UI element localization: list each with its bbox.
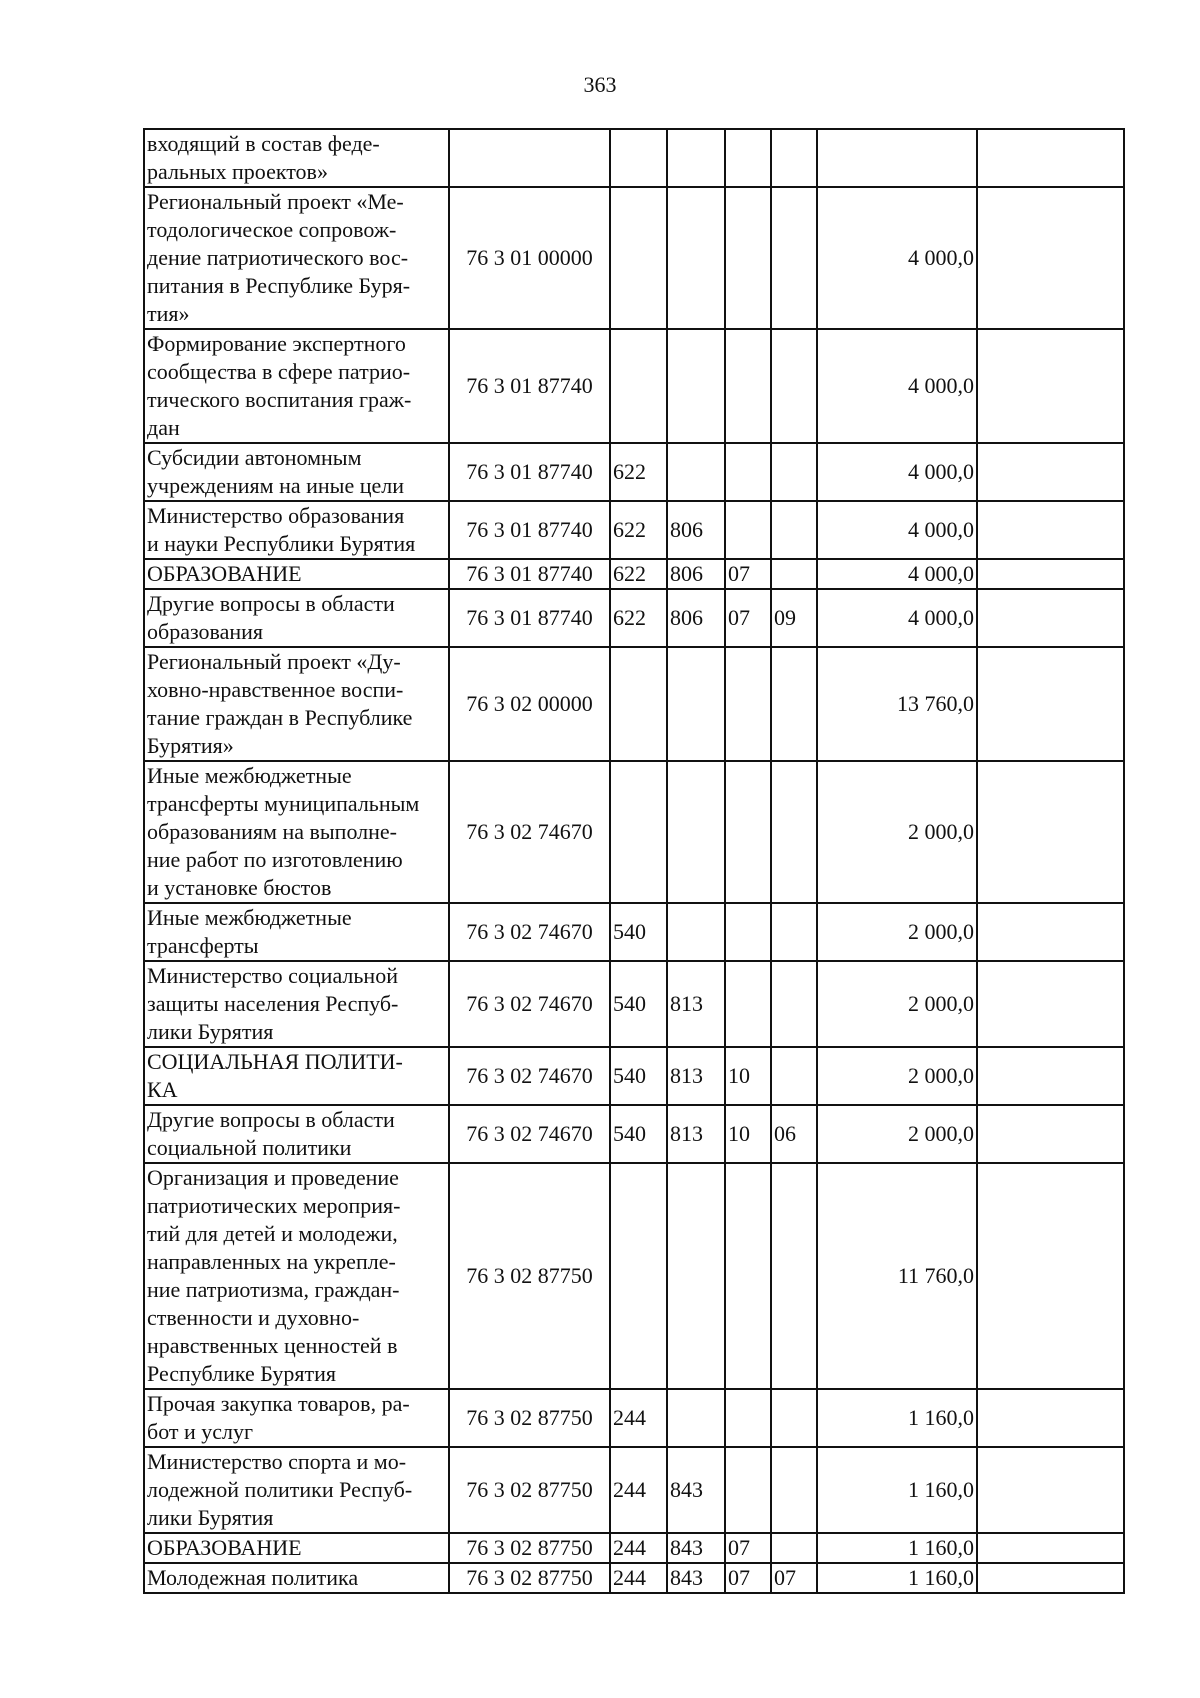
amount-cell: 1 160,0 xyxy=(817,1389,977,1447)
table-row xyxy=(144,903,1124,961)
amount-cell: 1 160,0 xyxy=(817,1447,977,1533)
extra-cell xyxy=(977,589,1124,647)
extra-cell xyxy=(977,1163,1124,1389)
row-name-cell: Министерство социальной защиты населения Респуб- лики Бурятия xyxy=(144,961,449,1047)
row-name-cell: Региональный проект «Ду- ховно-нравственное воспи- тание граждан в Республике Бурятия» xyxy=(144,647,449,761)
section-code xyxy=(725,443,771,501)
table-row xyxy=(144,1105,1124,1163)
extra-cell xyxy=(977,761,1124,903)
row-name-cell: Министерство образования и науки Республики Бурятия xyxy=(144,501,449,559)
administrator-code xyxy=(667,761,725,903)
section-code: 10 xyxy=(725,1105,771,1163)
extra-cell xyxy=(977,559,1124,589)
row-name-cell: Субсидии автономным учреждениям на иные цели xyxy=(144,443,449,501)
target-article-code xyxy=(449,129,610,187)
administrator-code: 843 xyxy=(667,1563,725,1593)
extra-cell xyxy=(977,647,1124,761)
amount-cell: 4 000,0 xyxy=(817,329,977,443)
target-article-code: 76 3 02 74670 xyxy=(449,761,610,903)
expense-type-code: 540 xyxy=(610,961,667,1047)
administrator-code: 843 xyxy=(667,1533,725,1563)
amount-cell: 11 760,0 xyxy=(817,1163,977,1389)
table-row xyxy=(144,1163,1124,1389)
section-code xyxy=(725,329,771,443)
amount-cell: 2 000,0 xyxy=(817,1105,977,1163)
page-number: 363 xyxy=(583,72,617,97)
extra-cell xyxy=(977,443,1124,501)
amount-cell: 2 000,0 xyxy=(817,761,977,903)
administrator-code xyxy=(667,443,725,501)
administrator-code: 813 xyxy=(667,961,725,1047)
row-name-cell: ОБРАЗОВАНИЕ xyxy=(144,559,449,589)
row-name-cell: СОЦИАЛЬНАЯ ПОЛИТИ- КА xyxy=(144,1047,449,1105)
subsection-code xyxy=(771,329,817,443)
amount-cell: 1 160,0 xyxy=(817,1563,977,1593)
subsection-code xyxy=(771,961,817,1047)
target-article-code: 76 3 01 87740 xyxy=(449,443,610,501)
subsection-code: 06 xyxy=(771,1105,817,1163)
row-name-cell: Региональный проект «Ме- тодологическое сопровож- дение патриотического вос- питания в Республике Буря- тия» xyxy=(144,187,449,329)
expense-type-code: 622 xyxy=(610,589,667,647)
extra-cell xyxy=(977,1563,1124,1593)
table-row xyxy=(144,1533,1124,1563)
section-code: 07 xyxy=(725,1563,771,1593)
expense-type-code xyxy=(610,761,667,903)
section-code xyxy=(725,187,771,329)
table-row xyxy=(144,647,1124,761)
subsection-code xyxy=(771,1389,817,1447)
expense-type-code xyxy=(610,1163,667,1389)
table-row xyxy=(144,129,1124,187)
amount-cell: 2 000,0 xyxy=(817,961,977,1047)
administrator-code xyxy=(667,647,725,761)
section-code xyxy=(725,1447,771,1533)
extra-cell xyxy=(977,1447,1124,1533)
expense-type-code: 622 xyxy=(610,443,667,501)
expense-type-code: 540 xyxy=(610,1047,667,1105)
target-article-code: 76 3 02 74670 xyxy=(449,1047,610,1105)
extra-cell xyxy=(977,129,1124,187)
extra-cell xyxy=(977,187,1124,329)
section-code xyxy=(725,761,771,903)
section-code xyxy=(725,1163,771,1389)
table-row xyxy=(144,761,1124,903)
administrator-code: 806 xyxy=(667,501,725,559)
row-name-cell: Иные межбюджетные трансферты муниципальным образованиям на выполне- ние работ по изготовлению и установке бюстов xyxy=(144,761,449,903)
administrator-code xyxy=(667,187,725,329)
row-name-cell: Министерство спорта и мо- лодежной политики Респуб- лики Бурятия xyxy=(144,1447,449,1533)
amount-cell: 2 000,0 xyxy=(817,903,977,961)
extra-cell xyxy=(977,329,1124,443)
expense-type-code: 244 xyxy=(610,1389,667,1447)
row-name-cell: ОБРАЗОВАНИЕ xyxy=(144,1533,449,1563)
target-article-code: 76 3 01 87740 xyxy=(449,559,610,589)
table-row xyxy=(144,187,1124,329)
row-name-cell: Формирование экспертного сообщества в сфере патрио- тического воспитания граж- дан xyxy=(144,329,449,443)
table-row xyxy=(144,961,1124,1047)
target-article-code: 76 3 01 87740 xyxy=(449,501,610,559)
table-row xyxy=(144,1047,1124,1105)
section-code xyxy=(725,129,771,187)
subsection-code xyxy=(771,1047,817,1105)
table-row xyxy=(144,589,1124,647)
administrator-code xyxy=(667,129,725,187)
row-name-cell: Другие вопросы в области образования xyxy=(144,589,449,647)
target-article-code: 76 3 02 74670 xyxy=(449,961,610,1047)
subsection-code xyxy=(771,187,817,329)
expense-type-code: 244 xyxy=(610,1533,667,1563)
expense-type-code: 622 xyxy=(610,559,667,589)
administrator-code: 843 xyxy=(667,1447,725,1533)
section-code xyxy=(725,647,771,761)
amount-cell xyxy=(817,129,977,187)
expense-type-code xyxy=(610,647,667,761)
administrator-code: 806 xyxy=(667,559,725,589)
expense-type-code: 622 xyxy=(610,501,667,559)
target-article-code: 76 3 02 87750 xyxy=(449,1447,610,1533)
extra-cell xyxy=(977,961,1124,1047)
subsection-code xyxy=(771,559,817,589)
subsection-code xyxy=(771,903,817,961)
amount-cell: 2 000,0 xyxy=(817,1047,977,1105)
amount-cell: 4 000,0 xyxy=(817,187,977,329)
target-article-code: 76 3 01 87740 xyxy=(449,589,610,647)
subsection-code xyxy=(771,761,817,903)
table-row xyxy=(144,443,1124,501)
target-article-code: 76 3 02 00000 xyxy=(449,647,610,761)
subsection-code xyxy=(771,129,817,187)
table-row xyxy=(144,1447,1124,1533)
extra-cell xyxy=(977,1389,1124,1447)
target-article-code: 76 3 02 87750 xyxy=(449,1563,610,1593)
target-article-code: 76 3 01 87740 xyxy=(449,329,610,443)
administrator-code xyxy=(667,329,725,443)
amount-cell: 13 760,0 xyxy=(817,647,977,761)
section-code: 07 xyxy=(725,589,771,647)
subsection-code xyxy=(771,1163,817,1389)
row-name-cell: Организация и проведение патриотических мероприя- тий для детей и молодежи, направленных на укрепле- ние патриотизма, граждан- ственности и духовно- нравственных ценностей в Республике Бурятия xyxy=(144,1163,449,1389)
amount-cell: 4 000,0 xyxy=(817,589,977,647)
extra-cell xyxy=(977,1105,1124,1163)
administrator-code xyxy=(667,1163,725,1389)
administrator-code xyxy=(667,1389,725,1447)
target-article-code: 76 3 02 87750 xyxy=(449,1163,610,1389)
amount-cell: 1 160,0 xyxy=(817,1533,977,1563)
row-name-cell: входящий в состав феде- ральных проектов» xyxy=(144,129,449,187)
budget-table xyxy=(143,128,1125,1594)
expense-type-code: 244 xyxy=(610,1447,667,1533)
expense-type-code xyxy=(610,129,667,187)
expense-type-code xyxy=(610,187,667,329)
table-row xyxy=(144,329,1124,443)
row-name-cell: Другие вопросы в области социальной политики xyxy=(144,1105,449,1163)
administrator-code xyxy=(667,903,725,961)
row-name-cell: Иные межбюджетные трансферты xyxy=(144,903,449,961)
expense-type-code xyxy=(610,329,667,443)
section-code: 07 xyxy=(725,1533,771,1563)
amount-cell: 4 000,0 xyxy=(817,443,977,501)
target-article-code: 76 3 02 87750 xyxy=(449,1389,610,1447)
section-code xyxy=(725,903,771,961)
subsection-code xyxy=(771,501,817,559)
section-code: 10 xyxy=(725,1047,771,1105)
administrator-code: 813 xyxy=(667,1105,725,1163)
row-name-cell: Молодежная политика xyxy=(144,1563,449,1593)
subsection-code xyxy=(771,443,817,501)
section-code xyxy=(725,1389,771,1447)
table-row xyxy=(144,559,1124,589)
section-code xyxy=(725,961,771,1047)
section-code: 07 xyxy=(725,559,771,589)
extra-cell xyxy=(977,1533,1124,1563)
amount-cell: 4 000,0 xyxy=(817,559,977,589)
expense-type-code: 244 xyxy=(610,1563,667,1593)
table-row xyxy=(144,1563,1124,1593)
subsection-code: 07 xyxy=(771,1563,817,1593)
subsection-code xyxy=(771,647,817,761)
expense-type-code: 540 xyxy=(610,903,667,961)
target-article-code: 76 3 02 74670 xyxy=(449,903,610,961)
target-article-code: 76 3 01 00000 xyxy=(449,187,610,329)
subsection-code xyxy=(771,1533,817,1563)
target-article-code: 76 3 02 87750 xyxy=(449,1533,610,1563)
amount-cell: 4 000,0 xyxy=(817,501,977,559)
section-code xyxy=(725,501,771,559)
extra-cell xyxy=(977,1047,1124,1105)
subsection-code xyxy=(771,1447,817,1533)
table-row xyxy=(144,501,1124,559)
administrator-code: 813 xyxy=(667,1047,725,1105)
extra-cell xyxy=(977,501,1124,559)
expense-type-code: 540 xyxy=(610,1105,667,1163)
administrator-code: 806 xyxy=(667,589,725,647)
table-row xyxy=(144,1389,1124,1447)
table-body xyxy=(144,129,1124,1593)
extra-cell xyxy=(977,903,1124,961)
subsection-code: 09 xyxy=(771,589,817,647)
target-article-code: 76 3 02 74670 xyxy=(449,1105,610,1163)
row-name-cell: Прочая закупка товаров, ра- бот и услуг xyxy=(144,1389,449,1447)
